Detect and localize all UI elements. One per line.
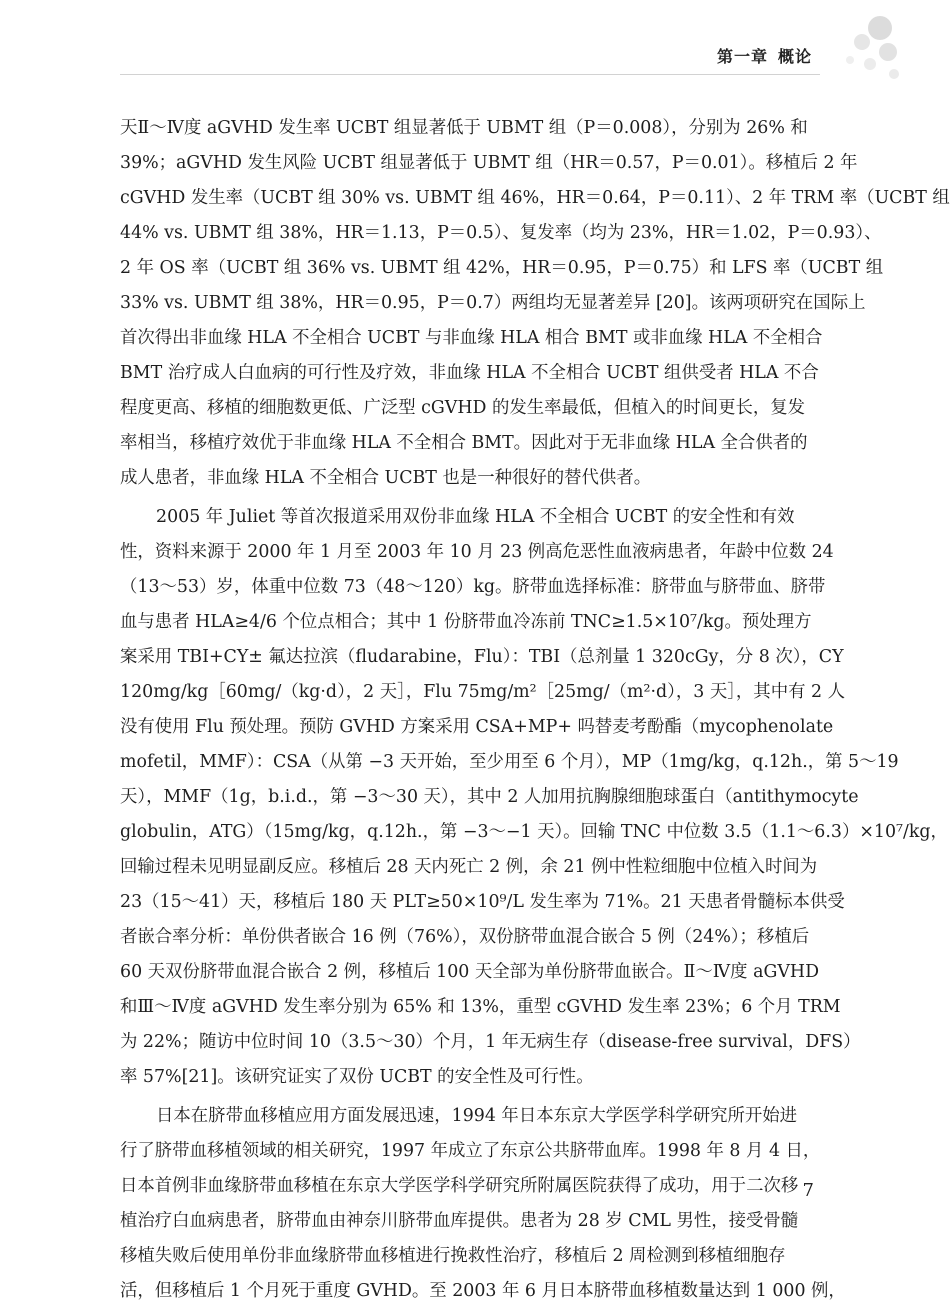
text-line: 程度更高、移植的细胞数更低、广泛型 cGVHD 的发生率最低，但植入的时间更长，复发 xyxy=(120,398,806,418)
text-line: 为 22%；随访中位时间 10（3.5～30）个月，1 年无病生存（disease-free survival，DFS） xyxy=(120,1032,861,1052)
text-line: 成人患者，非血缘 HLA 不全相合 UCBT 也是一种很好的替代供者。 xyxy=(120,468,652,488)
text-line: 60 天双份脐带血混合嵌合 2 例，移植后 100 天全部为单份脐带血嵌合。Ⅱ～Ⅳ度 aGVHD xyxy=(120,962,820,982)
paragraph-3 xyxy=(120,1099,846,1309)
text-line: 回输过程未见明显副反应。移植后 28 天内死亡 2 例，余 21 例中性粒细胞中位植入时间为 xyxy=(120,857,818,877)
text-line: 39%；aGVHD 发生风险 UCBT 组显著低于 UBMT 组（HR＝0.57，P＝0.01）。移植后 2 年 xyxy=(120,153,858,173)
paragraph-1 xyxy=(120,111,950,496)
page-number: 7 xyxy=(802,1180,814,1201)
text-line: 33% vs. UBMT 组 38%，HR＝0.95，P＝0.7）两组均无显著差异 [20]。该两项研究在国际上 xyxy=(120,293,866,313)
corner-bubbles-decoration xyxy=(820,8,900,88)
text-line: 天），MMF（1g，b.i.d.，第 −3～30 天），其中 2 人加用抗胸腺细胞球蛋白（antithymocyte xyxy=(120,787,859,807)
text-line: 2005 年 Juliet 等首次报道采用双份非血缘 HLA 不全相合 UCBT 的安全性和有效 xyxy=(156,507,795,527)
text-line: 天Ⅱ～Ⅳ度 aGVHD 发生率 UCBT 组显著低于 UBMT 组（P＝0.008），分别为 26% 和 xyxy=(120,118,808,138)
text-line: （13～53）岁，体重中位数 73（48～120）kg。脐带血选择标准：脐带血与脐带血、脐带 xyxy=(120,577,826,597)
text-line: 2 年 OS 率（UCBT 组 36% vs. UBMT 组 42%，HR＝0.95，P＝0.75）和 LFS 率（UCBT 组 xyxy=(120,258,884,278)
text-line: 者嵌合率分析：单份供者嵌合 16 例（76%），双份脐带血混合嵌合 5 例（24%）；移植后 xyxy=(120,927,810,947)
text-line: BMT 治疗成人白血病的可行性及疗效，非血缘 HLA 不全相合 UCBT 组供受者 HLA 不合 xyxy=(120,363,819,383)
text-line: globulin，ATG）（15mg/kg，q.12h.，第 −3～−1 天）。回输 TNC 中位数 3.5（1.1～6.3）×10⁷/kg， xyxy=(120,822,948,842)
text-line: 率 57%[21]。该研究证实了双份 UCBT 的安全性及可行性。 xyxy=(120,1067,594,1087)
text-line: 性，资料来源于 2000 年 1 月至 2003 年 10 月 23 例高危恶性血液病患者，年龄中位数 24 xyxy=(120,542,834,562)
chapter-number: 第一章 xyxy=(716,47,768,66)
text-line: 44% vs. UBMT 组 38%，HR＝1.13，P＝0.5）、复发率（均为 23%，HR＝1.02，P＝0.93）、 xyxy=(120,223,882,243)
text-line: 血与患者 HLA≥4/6 个位点相合；其中 1 份脐带血冷冻前 TNC≥1.5×10⁷/kg。预处理方 xyxy=(120,612,812,632)
text-line: 日本在脐带血移植应用方面发展迅速，1994 年日本东京大学医学科学研究所开始进 xyxy=(156,1106,798,1126)
text-line: cGVHD 发生率（UCBT 组 30% vs. UBMT 组 46%，HR＝0.64，P＝0.11）、2 年 TRM 率（UCBT 组 xyxy=(120,188,950,208)
header-rule xyxy=(120,74,820,75)
text-line: 行了脐带血移植领域的相关研究，1997 年成立了东京公共脐带血库。1998 年 8 月 4 日， xyxy=(120,1141,821,1161)
text-line: 首次得出非血缘 HLA 不全相合 UCBT 与非血缘 HLA 相合 BMT 或非血缘 HLA 不全相合 xyxy=(120,328,823,348)
text-line: 和Ⅲ～Ⅳ度 aGVHD 发生率分别为 65% 和 13%，重型 cGVHD 发生率 23%；6 个月 TRM xyxy=(120,997,841,1017)
text-line: 没有使用 Flu 预处理。预防 GVHD 方案采用 CSA+MP+ 吗替麦考酚酯（mycophenolate xyxy=(120,717,834,737)
text-line: 率相当，移植疗效优于非血缘 HLA 不全相合 BMT。因此对于无非血缘 HLA 全合供者的 xyxy=(120,433,808,453)
text-line: 23（15～41）天，移植后 180 天 PLT≥50×10⁹/L 发生率为 71%。21 天患者骨髓标本供受 xyxy=(120,892,845,912)
text-line: 案采用 TBI+CY± 氟达拉滨（fludarabine，Flu）：TBI（总剂量 1 320cGy，分 8 次），CY xyxy=(120,647,844,667)
paragraph-2 xyxy=(120,500,948,1095)
running-head xyxy=(707,44,812,67)
chapter-title: 概论 xyxy=(777,47,812,66)
text-line: 日本首例非血缘脐带血移植在东京大学医学科学研究所附属医院获得了成功，用于二次移 xyxy=(120,1176,799,1196)
text-line: 120mg/kg［60mg/（kg·d），2 天］，Flu 75mg/m²［25mg/（m²·d），3 天］，其中有 2 人 xyxy=(120,682,845,702)
text-line: 移植失败后使用单份非血缘脐带血移植进行挽救性治疗，移植后 2 周检测到移植细胞存 xyxy=(120,1246,786,1266)
text-line: 活，但移植后 1 个月死于重度 GVHD。至 2003 年 6 月日本脐带血移植数量达到 1 000 例， xyxy=(120,1281,846,1301)
text-line: 植治疗白血病患者，脐带血由神奈川脐带血库提供。患者为 28 岁 CML 男性，接受骨髓 xyxy=(120,1211,799,1231)
body-text xyxy=(120,111,950,1309)
text-line: mofetil，MMF）：CSA（从第 −3 天开始，至少用至 6 个月），MP（1mg/kg，q.12h.，第 5～19 xyxy=(120,752,899,772)
